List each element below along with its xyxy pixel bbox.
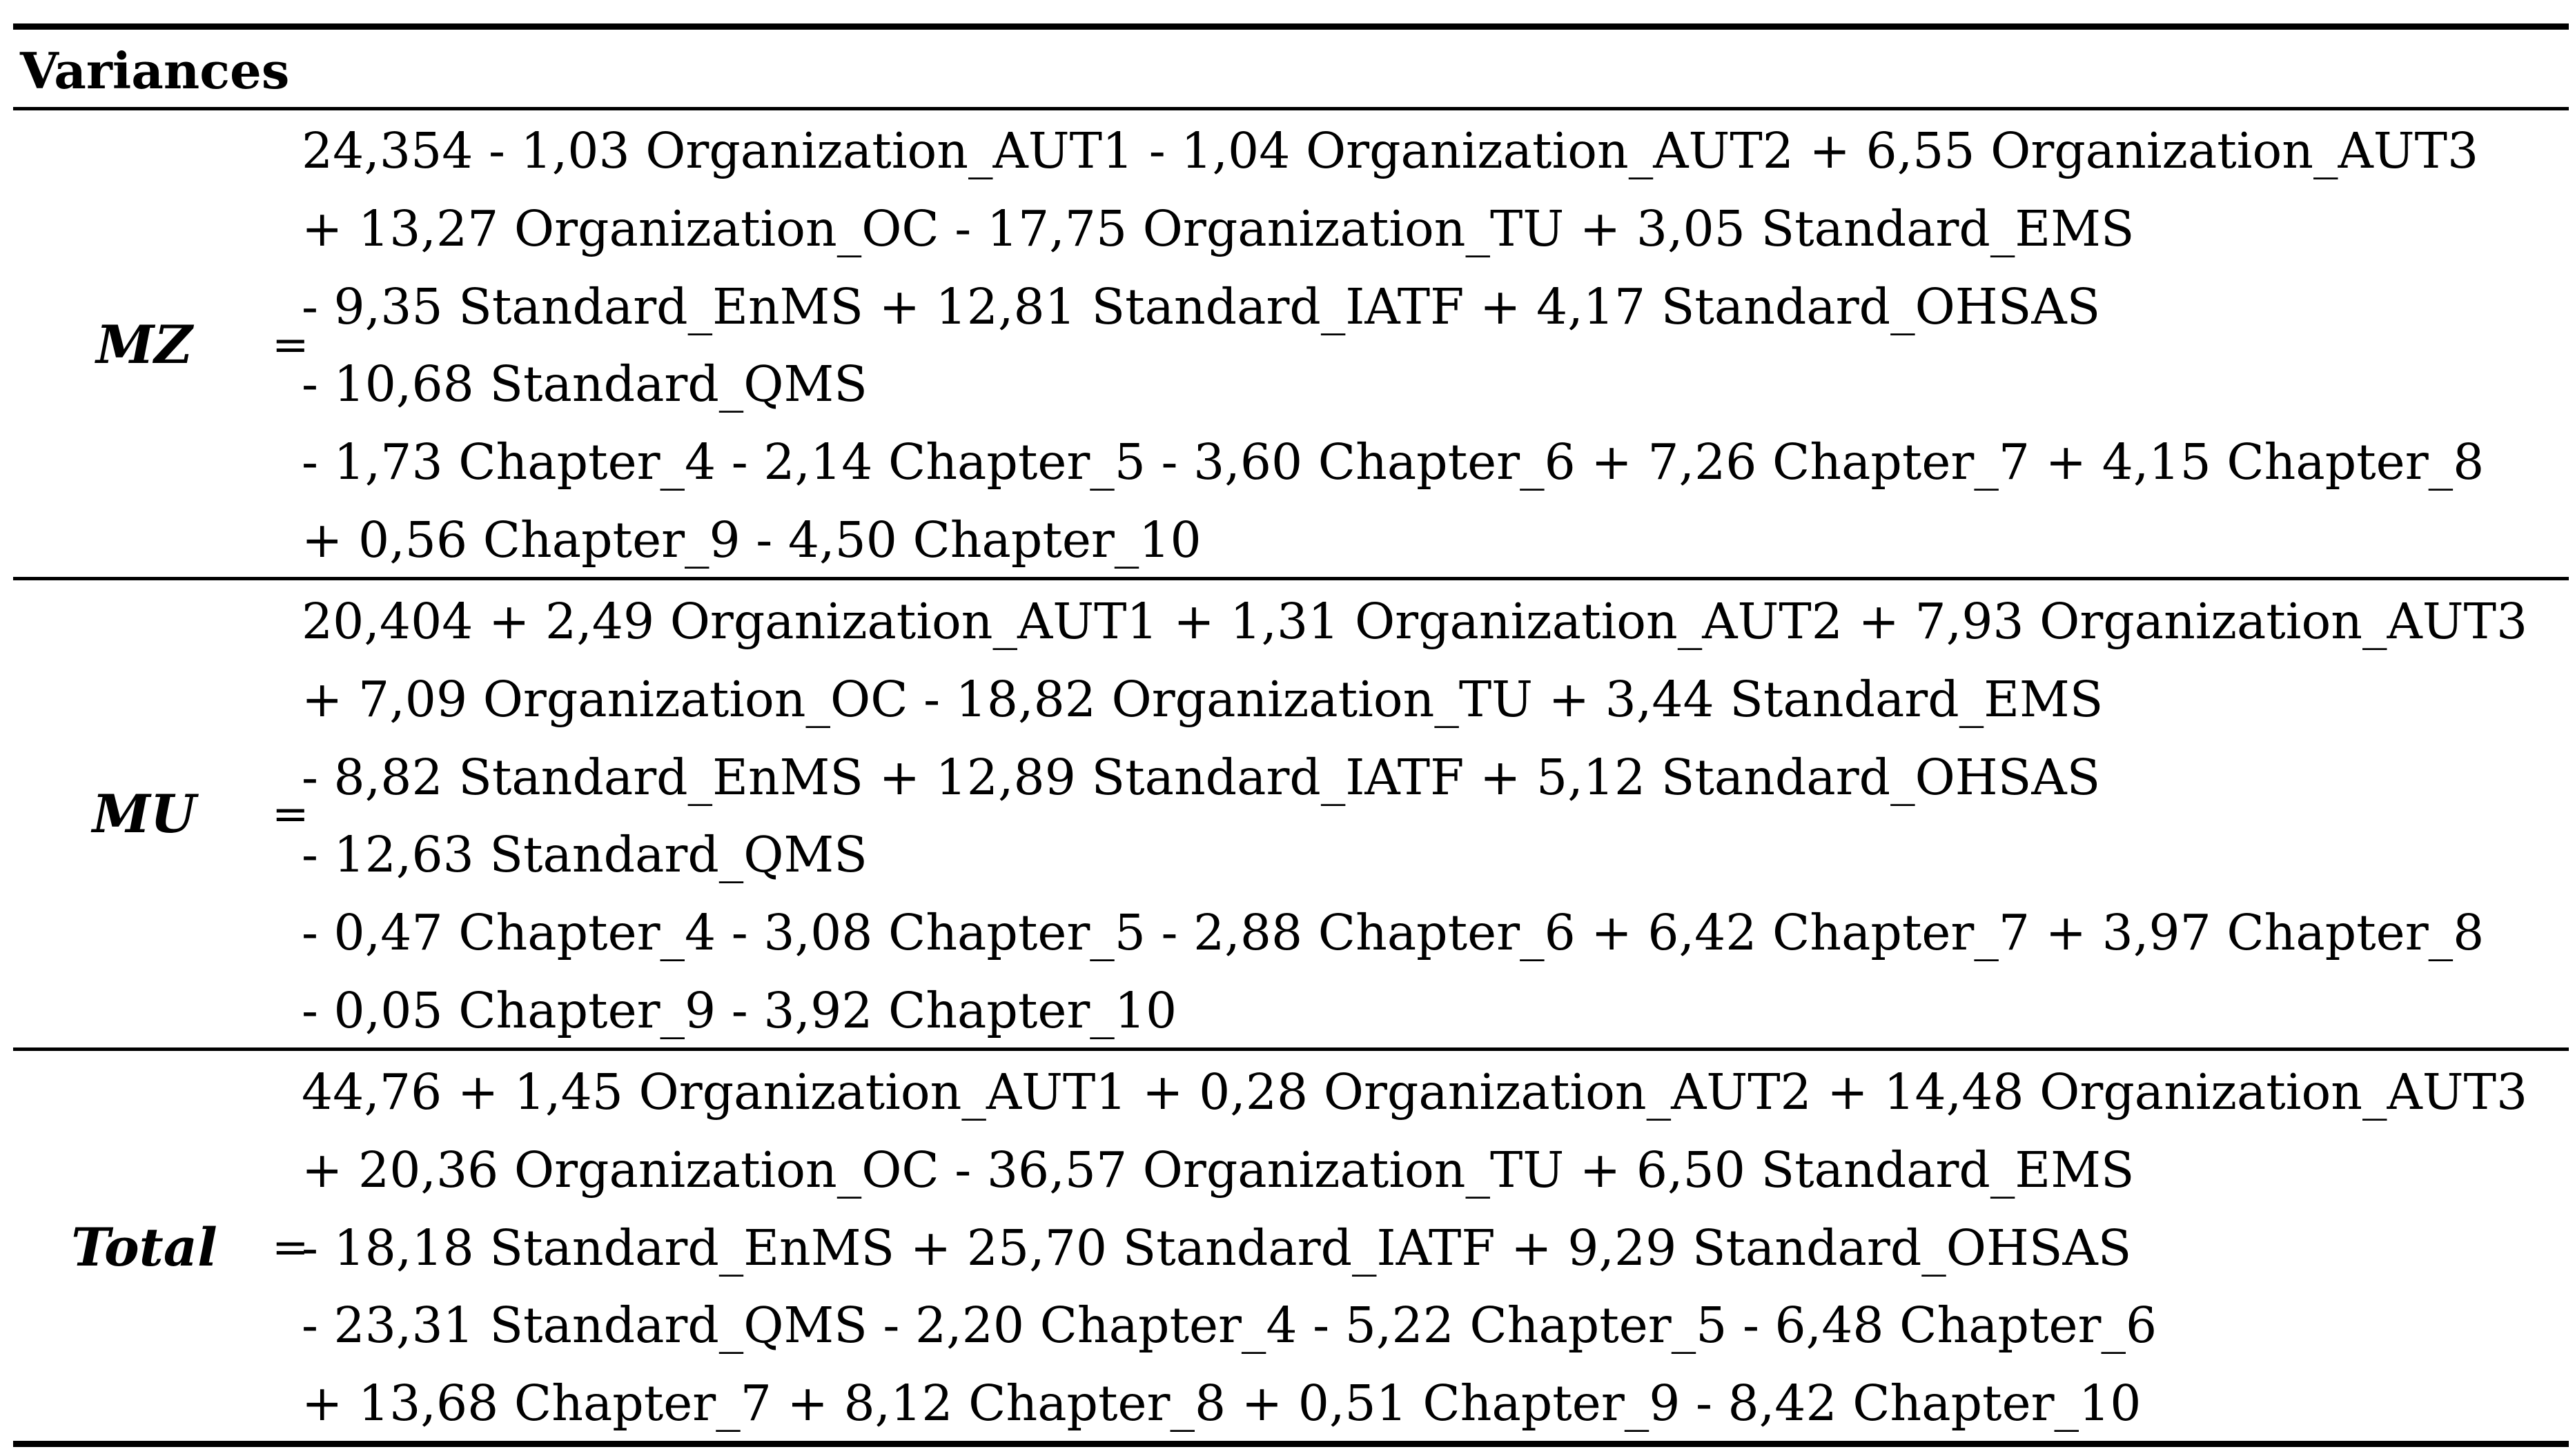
equation-line: 44,76 + 1,45 Organization_AUT1 + 0,28 Organization_AUT2 + 14,48 Organization_AUT3: [302, 1063, 2528, 1121]
variances-table: [13, 0, 2569, 1456]
equation-total: [302, 1054, 2565, 1443]
equation-line: + 7,09 Organization_OC - 18,82 Organization_TU + 3,44 Standard_EMS: [302, 670, 2104, 728]
equals-sign: =: [272, 319, 309, 371]
equation-line: - 1,73 Chapter_4 - 2,14 Chapter_5 - 3,60 Chapter_6 + 7,26 Chapter_7 + 4,15 Chapter_8: [302, 433, 2485, 491]
equation-line: + 13,27 Organization_OC - 17,75 Organization_TU + 3,05 Standard_EMS: [302, 199, 2135, 257]
header-rule: [13, 107, 2569, 110]
row-divider: [13, 1047, 2569, 1051]
row-label-mu: MU: [92, 783, 197, 845]
equation-line: - 9,35 Standard_EnMS + 12,81 Standard_IATF + 4,17 Standard_OHSAS: [302, 277, 2101, 335]
equation-line: + 0,56 Chapter_9 - 4,50 Chapter_10: [302, 511, 1202, 569]
equation-line: - 0,47 Chapter_4 - 3,08 Chapter_5 - 2,88 Chapter_6 + 6,42 Chapter_7 + 3,97 Chapter_8: [302, 904, 2485, 962]
equation-line: 20,404 + 2,49 Organization_AUT1 + 1,31 Organization_AUT2 + 7,93 Organization_AUT3: [302, 593, 2528, 650]
equation-line: - 18,18 Standard_EnMS + 25,70 Standard_IATF + 9,29 Standard_OHSAS: [302, 1219, 2132, 1277]
equation-line: - 12,63 Standard_QMS: [302, 826, 868, 884]
equation-line: + 13,68 Chapter_7 + 8,12 Chapter_8 + 0,51 Chapter_9 - 8,42 Chapter_10: [302, 1375, 2142, 1433]
equals-sign: =: [272, 789, 309, 840]
equals-sign: =: [272, 1222, 309, 1273]
row-label-total: Total: [71, 1217, 217, 1278]
equation-mz: [302, 112, 2565, 580]
table-header: Variances: [20, 41, 290, 100]
row-divider: [13, 577, 2569, 580]
equation-line: 24,354 - 1,03 Organization_AUT1 - 1,04 Organization_AUT2 + 6,55 Organization_AUT3: [302, 122, 2479, 179]
equation-line: - 8,82 Standard_EnMS + 12,89 Standard_IATF + 5,12 Standard_OHSAS: [302, 748, 2101, 806]
equation-line: - 23,31 Standard_QMS - 2,20 Chapter_4 - 5,22 Chapter_5 - 6,48 Chapter_6: [302, 1297, 2157, 1355]
top-rule: [13, 23, 2569, 30]
equation-mu: [302, 583, 2565, 1050]
equation-line: - 10,68 Standard_QMS: [302, 355, 868, 413]
equation-line: + 20,36 Organization_OC - 36,57 Organization_TU + 6,50 Standard_EMS: [302, 1141, 2135, 1199]
bottom-rule: [13, 1441, 2569, 1447]
equation-line: - 0,05 Chapter_9 - 3,92 Chapter_10: [302, 981, 1177, 1039]
row-label-mz: MZ: [96, 314, 193, 375]
